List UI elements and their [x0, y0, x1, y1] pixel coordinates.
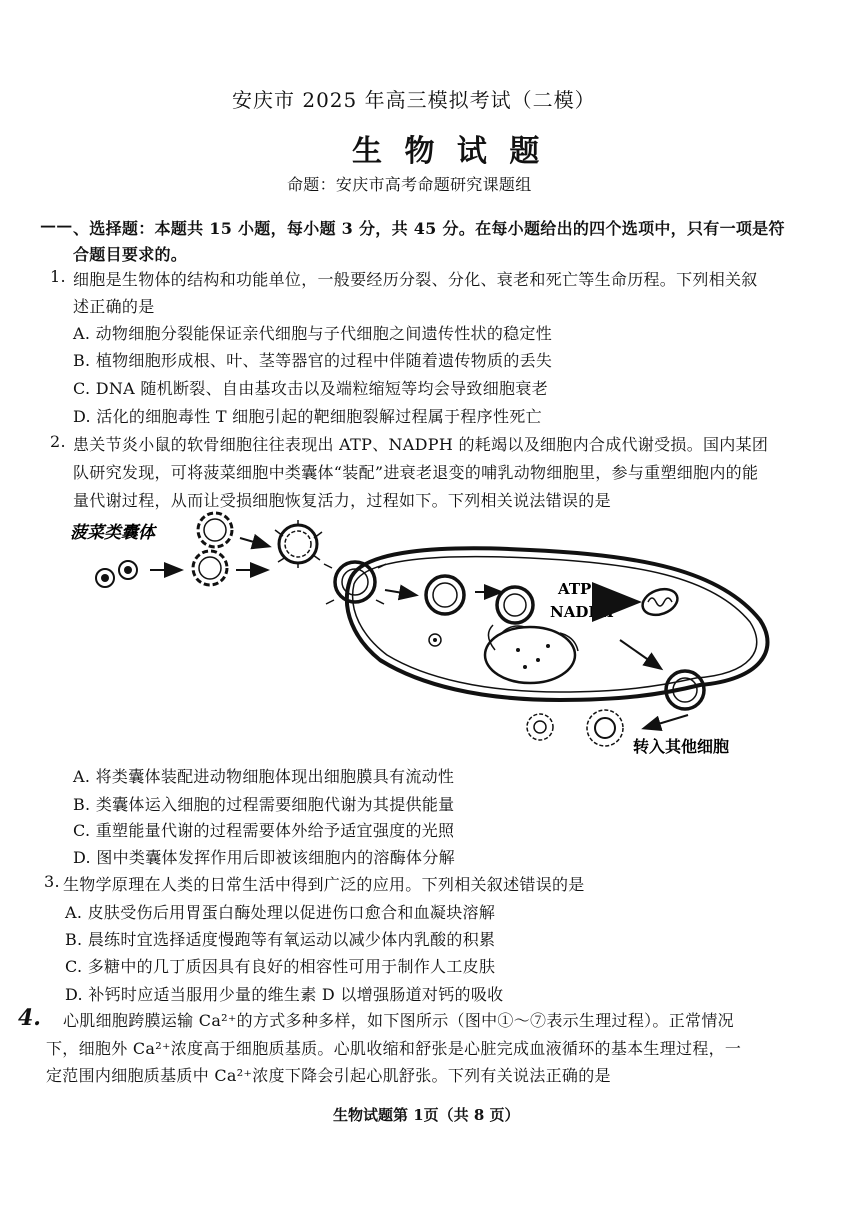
q3-option-b: B. 晨练时宜选择适度慢跑等有氧运动以减少体内乳酸的积累 — [65, 930, 496, 949]
q1-stem-line1: 细胞是生物体的结构和功能单位，一般要经历分裂、分化、衰老和死亡等生命历程。下列相关叙 — [73, 270, 758, 289]
vesicle-coated-1 — [275, 520, 322, 568]
arrow-into-cell — [385, 590, 415, 595]
nucleus — [485, 625, 578, 683]
q3-option-d: D. 补钙时应适当服用少量的维生素 D 以增强肠道对钙的吸收 — [65, 985, 504, 1004]
q2-stem-line3: 量代谢过程，从而让受损细胞恢复活力，过程如下。下列相关说法错误的是 — [73, 491, 611, 510]
thylakoid-figure — [60, 510, 820, 760]
q2-stem-line2: 队研究发现，可将菠菜细胞中类囊体“装配”进衰老退变的哺乳动物细胞里，参与重塑细胞内的能 — [73, 463, 759, 482]
section-dash: —— — [40, 216, 73, 235]
label-thylakoid: 菠菜类囊体 — [70, 523, 155, 543]
q4-number: 4. — [18, 1005, 41, 1031]
q2-number: 2. — [50, 432, 66, 451]
vesicle-inside-1 — [426, 576, 464, 614]
arrow-exit — [620, 640, 660, 668]
q4-stem-line2: 下，细胞外 Ca²⁺浓度高于细胞质基质。心肌收缩和舒张是心脏完成血液循环的基本生理过程，一 — [46, 1039, 742, 1058]
arrow-assemble — [240, 538, 268, 546]
mitochondrion — [639, 585, 681, 620]
q1-option-a: A. 动物细胞分裂能保证亲代细胞与子代细胞之间遗传性状的稳定性 — [73, 324, 553, 343]
q2-option-d: D. 图中类囊体发挥作用后即被该细胞内的溶酶体分解 — [73, 848, 455, 867]
q1-option-c: C. DNA 随机断裂、自由基攻击以及端粒缩短等均会导致细胞衰老 — [73, 379, 548, 398]
thylakoid-small-2 — [119, 561, 137, 579]
subject-title: 生 物 试 题 — [352, 134, 546, 169]
page-footer: 生物试题第 1页（共 8 页） — [333, 1106, 520, 1124]
vesicle-inside-2 — [497, 587, 533, 623]
author-line: 命题：安庆市高考命题研究课题组 — [287, 175, 532, 194]
q3-option-a: A. 皮肤受伤后用胃蛋白酶处理以促进伤口愈合和血凝块溶解 — [65, 903, 496, 922]
vesicle-free-1 — [198, 513, 232, 547]
vesicle-released-1 — [527, 714, 553, 740]
q2-option-b: B. 类囊体运入细胞的过程需要细胞代谢为其提供能量 — [73, 795, 455, 814]
vesicle-free-2 — [193, 551, 227, 585]
arrow-release — [645, 715, 688, 728]
exam-title: 安庆市 2025 年高三模拟考试（二模） — [232, 88, 596, 112]
q1-option-d: D. 活化的细胞毒性 T 细胞引起的靶细胞裂解过程属于程序性死亡 — [73, 407, 542, 426]
section-heading-line2: 合题目要求的。 — [73, 245, 188, 264]
small-vesicle-1 — [429, 634, 441, 646]
q2-stem-line1: 患关节炎小鼠的软骨细胞往往表现出 ATP、NADPH 的耗竭以及细胞内合成代谢受损。国内某团 — [73, 435, 769, 454]
q2-option-c: C. 重塑能量代谢的过程需要体外给予适宜强度的光照 — [73, 821, 455, 840]
q4-stem-line3: 定范围内细胞质基质中 Ca²⁺浓度下降会引起心肌舒张。下列有关说法正确的是 — [46, 1066, 611, 1085]
q2-option-a: A. 将类囊体装配进动物细胞体现出细胞膜具有流动性 — [73, 767, 455, 786]
label-nadph: NADPH — [550, 603, 614, 621]
label-atp: ATP — [558, 580, 592, 598]
q1-option-b: B. 植物细胞形成根、叶、茎等器官的过程中伴随着遗传物质的丢失 — [73, 351, 553, 370]
thylakoid-small-1 — [96, 569, 114, 587]
vesicle-released-2 — [587, 710, 623, 746]
q3-number: 3. — [44, 872, 60, 891]
section-heading-line1: 、选择题：本题共 15 小题，每小题 3 分，共 45 分。在每小题给出的四个选项中，只有一项是符 — [73, 219, 785, 238]
label-transfer: 转入其他细胞 — [633, 737, 730, 756]
q1-number: 1. — [50, 267, 66, 286]
q3-option-c: C. 多糖中的几丁质因具有良好的相容性可用于制作人工皮肤 — [65, 957, 496, 976]
q4-stem-line1: 心肌细胞跨膜运输 Ca²⁺的方式多种多样，如下图所示（图中①～⑦表示生理过程）。正常情况 — [63, 1011, 734, 1030]
q3-stem: 生物学原理在人类的日常生活中得到广泛的应用。下列相关叙述错误的是 — [63, 875, 585, 894]
q1-stem-line2: 述正确的是 — [73, 297, 155, 316]
